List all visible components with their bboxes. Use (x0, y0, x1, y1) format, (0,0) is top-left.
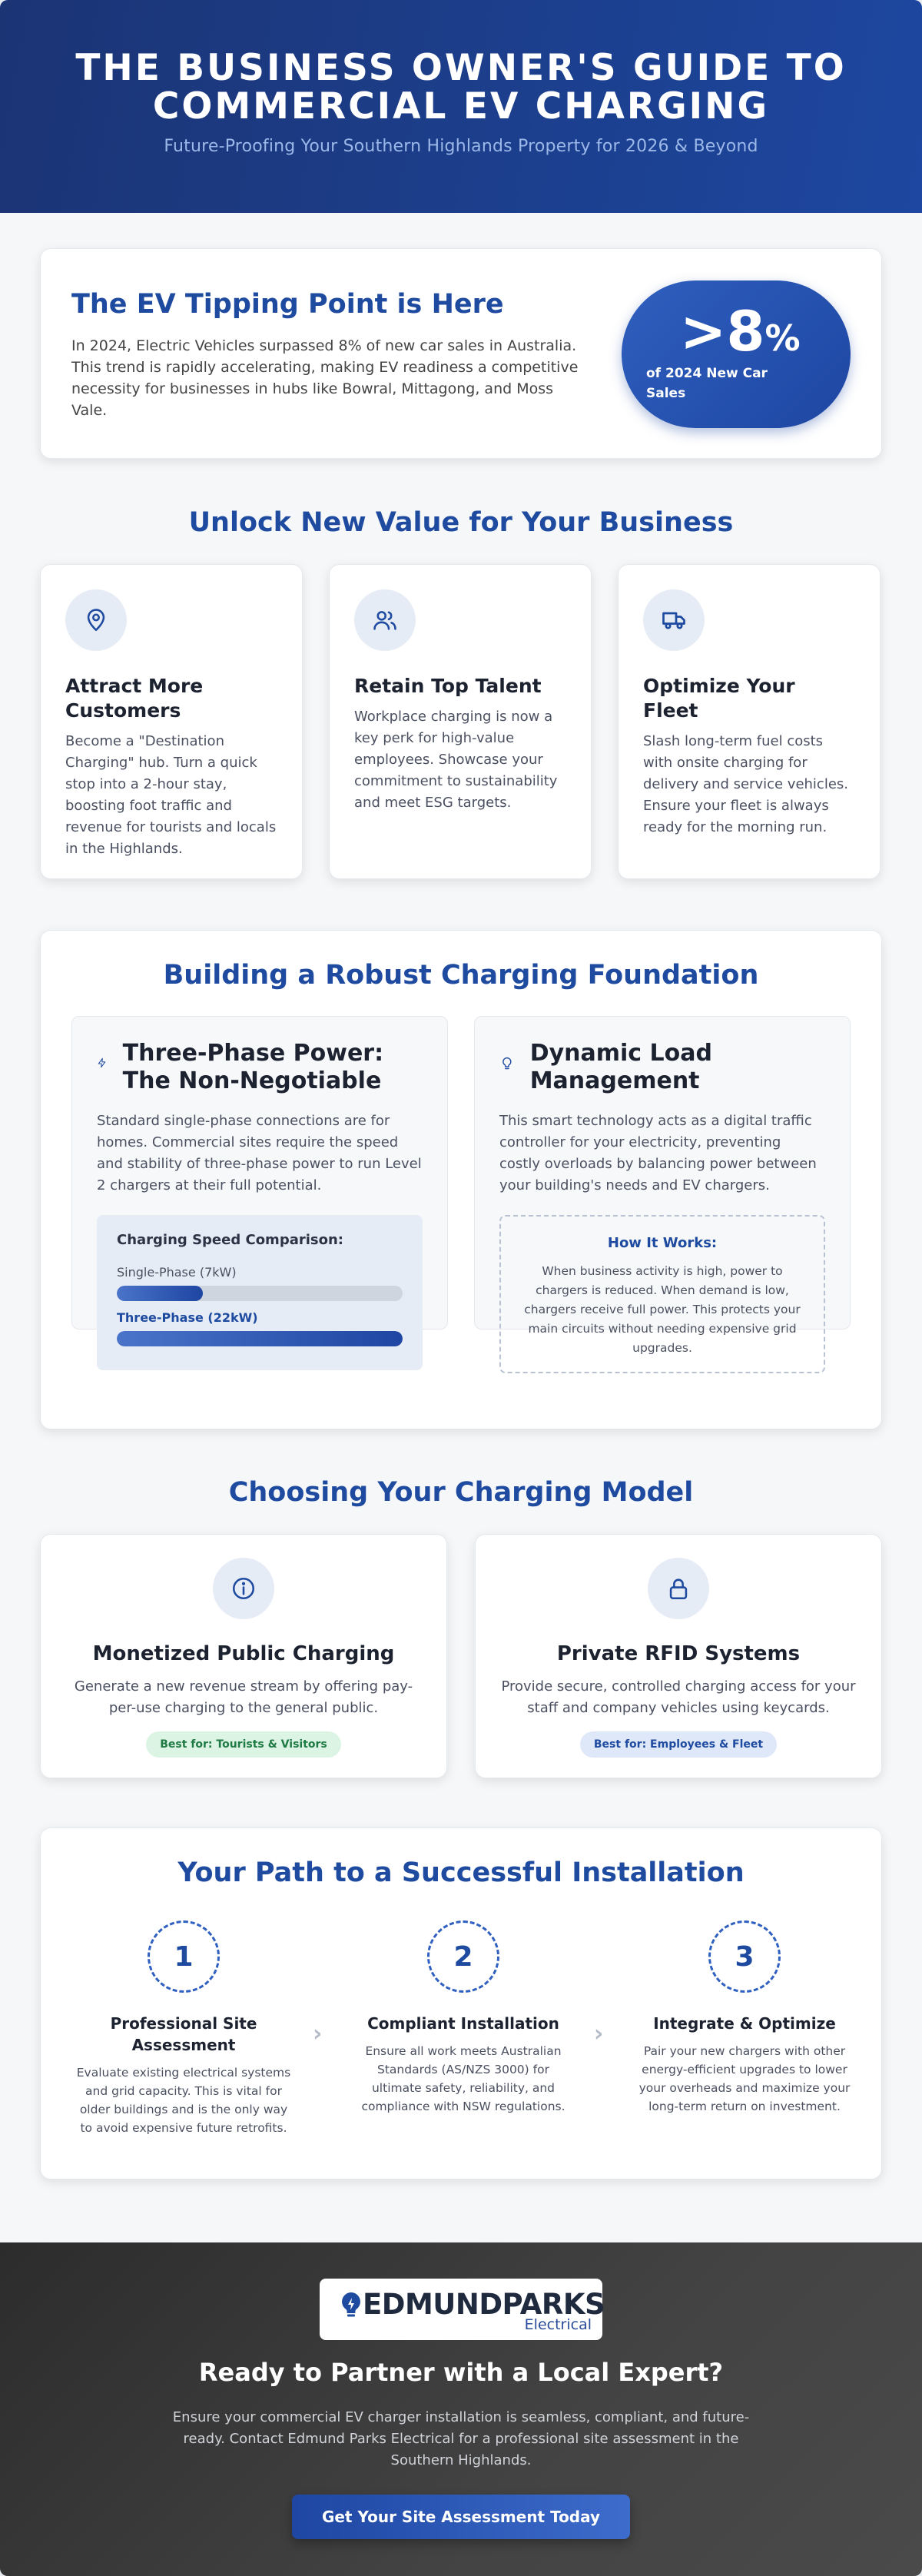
logo-bulb-icon (340, 2291, 363, 2319)
step-number-badge: 1 (148, 1920, 220, 1993)
stat-number: >8 (680, 299, 765, 363)
hero-header (0, 0, 922, 213)
model-card-private (475, 1534, 882, 1778)
value-card-talent (329, 564, 592, 879)
foundation-title: Building a Robust Charging Foundation (163, 960, 759, 991)
step-number-badge: 3 (708, 1920, 781, 1993)
single-phase-bar (117, 1286, 403, 1301)
load-management-title: Dynamic Load Management (529, 1040, 712, 1094)
how-it-works-box (499, 1215, 825, 1373)
three-phase-header (97, 1040, 423, 1095)
step-body: Pair your new chargers with other energy-efficient upgrades to lower your overheads and maximize your long-term return on investment. (638, 2044, 851, 2113)
load-management-panel (474, 1016, 851, 1355)
installation-title: Your Path to a Successful Installation (177, 1857, 745, 1888)
model-card-body: Provide secure, controlled charging access for your staff and company vehicles using keycards. (501, 1678, 856, 1716)
chevron-right-icon: › (313, 2020, 323, 2047)
chevron-right-icon: › (594, 2020, 604, 2047)
company-logo[interactable] (320, 2279, 605, 2340)
model-card-public (40, 1534, 447, 1778)
three-phase-body: Standard single-phase connections are for homes. Commercial sites require the speed and stability of three-phase power to run Level 2 chargers at their full potential. (97, 1113, 422, 1193)
models-section-title: Choosing Your Charging Model (228, 1477, 694, 1508)
value-card-title: Retain Top Talent (354, 675, 542, 697)
model-card-title: Monetized Public Charging (92, 1642, 395, 1665)
installation-section (40, 1827, 882, 2179)
footer-title: Ready to Partner with a Local Expert? (198, 2358, 724, 2387)
load-management-header (499, 1040, 825, 1095)
speed-comparison-box (97, 1215, 423, 1370)
value-card-body: Slash long-term fuel costs with onsite charging for delivery and service vehicles. Ensure your fleet is always ready for the morning run. (643, 733, 848, 835)
value-section-title: Unlock New Value for Your Business (188, 507, 734, 538)
footer-body: Ensure your commercial EV charger installation is seamless, compliant, and future-ready. Contact Edmund Parks Electrical for a professional site assessment in the Southern Highlands. (172, 2409, 750, 2468)
three-phase-bar-fill (117, 1331, 403, 1346)
tipping-point-title: The EV Tipping Point is Here (71, 289, 504, 320)
footer-cta-section (0, 2242, 922, 2576)
install-step-2 (356, 1920, 571, 2116)
page-subtitle: Future-Proofing Your Southern Highlands Property for 2026 & Beyond (164, 137, 758, 156)
lightning-icon (97, 1054, 108, 1072)
lightbulb-icon (499, 1054, 515, 1074)
lock-icon (648, 1558, 709, 1619)
info-icon (213, 1558, 274, 1619)
stat-value (680, 300, 801, 369)
value-card-body: Become a "Destination Charging" hub. Turn a quick stop into a 2-hour stay, boosting foot traffic and revenue for tourists and locals in the Highlands. (65, 733, 277, 857)
how-it-works-body: When business activity is high, power to chargers is reduced. When demand is low, chargers receive full power. This protects your main circuits without needing expensive grid upgrades. (524, 1264, 801, 1355)
value-card-customers (40, 564, 303, 879)
value-card-title: Attract More Customers (65, 675, 204, 722)
best-for-badge: Best for: Tourists & Visitors (146, 1731, 341, 1758)
site-assessment-button[interactable]: Get Your Site Assessment Today (292, 2495, 630, 2539)
value-card-fleet (618, 564, 881, 879)
single-phase-label: Single-Phase (7kW) (117, 1265, 237, 1280)
single-phase-bar-fill (117, 1286, 203, 1301)
load-management-body: This smart technology acts as a digital traffic controller for your electricity, preventing costly overloads by balancing power between your building's needs and EV chargers. (499, 1113, 817, 1193)
step-title: Integrate & Optimize (653, 2014, 836, 2033)
stat-unit: % (764, 317, 801, 359)
three-phase-bar (117, 1331, 403, 1346)
install-step-3 (637, 1920, 852, 2116)
comparison-title: Charging Speed Comparison: (117, 1232, 343, 1248)
step-title: Professional Site Assessment (110, 2014, 257, 2054)
stat-badge (622, 281, 851, 428)
three-phase-title: Three-Phase Power: The Non-Negotiable (122, 1040, 384, 1094)
truck-icon (643, 589, 705, 651)
install-step-1 (76, 1920, 291, 2137)
three-phase-label: Three-Phase (22kW) (117, 1310, 258, 1325)
page-title: THE BUSINESS OWNER'S GUIDE TO COMMERCIAL EV CHARGING (75, 47, 847, 128)
tipping-point-card (40, 248, 882, 459)
step-body: Ensure all work meets Australian Standards (AS/NZS 3000) for ultimate safety, reliability, and compliance with NSW regulations. (361, 2044, 565, 2113)
map-pin-icon (65, 589, 127, 651)
three-phase-panel (71, 1016, 448, 1329)
step-number-badge: 2 (427, 1920, 499, 1993)
stat-label: of 2024 New Car Sales (646, 366, 768, 401)
best-for-badge: Best for: Employees & Fleet (580, 1731, 777, 1758)
model-card-body: Generate a new revenue stream by offering pay-per-use charging to the general public. (74, 1678, 413, 1716)
foundation-section (40, 930, 882, 1429)
value-card-title: Optimize Your Fleet (643, 675, 795, 722)
users-icon (354, 589, 416, 651)
model-card-title: Private RFID Systems (556, 1642, 801, 1665)
value-card-body: Workplace charging is now a key perk for high-value employees. Showcase your commitment to sustainability and meet ESG targets. (354, 709, 558, 811)
logo-text: EDMUNDPARKS (363, 2288, 605, 2321)
step-body: Evaluate existing electrical systems and grid capacity. This is vital for older buildings and is the only way to avoid expensive future retrofits. (76, 2066, 291, 2135)
tipping-point-body: In 2024, Electric Vehicles surpassed 8% of new car sales in Australia. This trend is rapidly accelerating, making EV readiness a competitive necessity for businesses in hubs like Bowral, Mittagong, and Moss Vale. (71, 337, 579, 419)
how-it-works-title: How It Works: (607, 1235, 718, 1251)
logo-tagline: Electrical (524, 2316, 592, 2333)
step-title: Compliant Installation (367, 2014, 559, 2033)
